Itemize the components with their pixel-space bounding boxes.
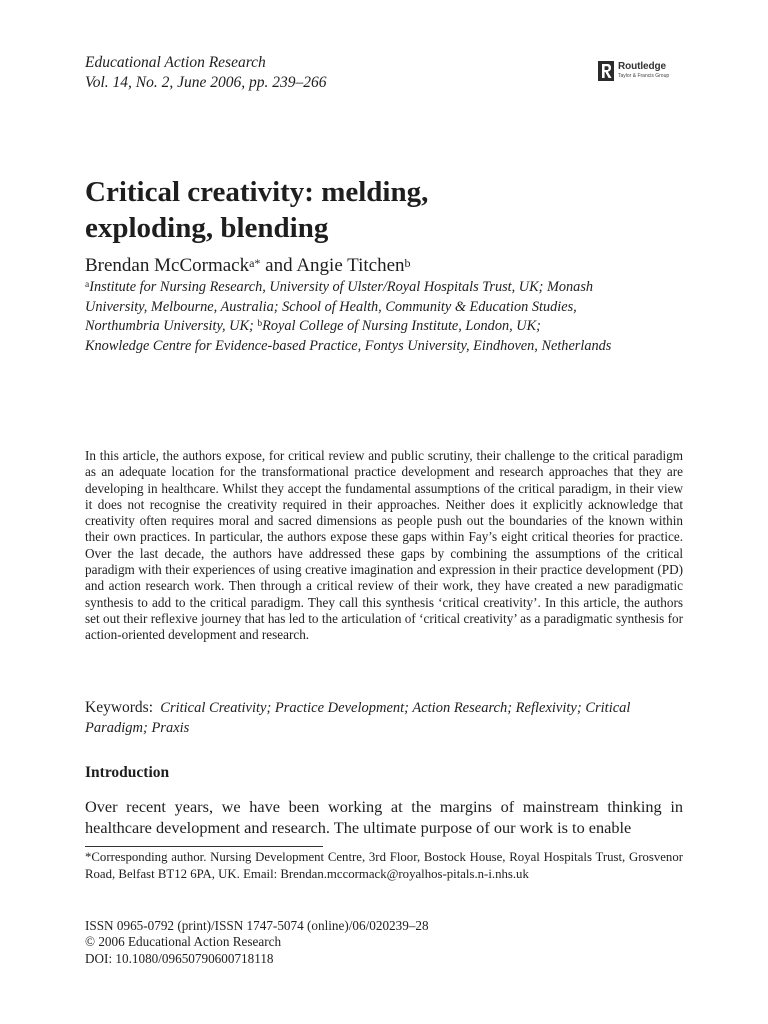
journal-name: Educational Action Research	[85, 54, 266, 71]
author-line	[85, 254, 411, 278]
affiliations	[85, 278, 685, 356]
affiliation-line-2: University, Melbourne, Australia; School of Health, Community & Education Studies,	[85, 298, 577, 315]
author-1-affil-marker: a*	[249, 256, 261, 270]
issn-line: ISSN 0965-0792 (print)/ISSN 1747-5074 (online)/06/020239–28	[85, 918, 429, 933]
author-join: and	[260, 255, 297, 276]
publisher-subline: Taylor & Francis Group	[618, 73, 670, 79]
affiliation-line-1: $^a$Institute for Nursing Research, University of Ulster/Royal Hospitals Trust, UK; Monash	[85, 279, 594, 295]
keywords-list: Critical Creativity; Practice Development; Action Research; Reflexivity; Critical Paradigm; Praxis	[85, 700, 631, 736]
publication-info	[85, 918, 429, 967]
publisher-logo	[597, 60, 697, 82]
affiliation-line-3: Northumbria University, UK; $^b$Royal College of Nursing Institute, London, UK;	[85, 318, 541, 334]
doi-line: DOI: 10.1080/09650790600718118	[85, 950, 274, 966]
corresponding-author-footnote: *Corresponding author. Nursing Development Centre, 3rd Floor, Bostock House, Royal Hospitals Trust, Grosvenor Road, Belfast BT12 6PA, UK. Email: Brendan.mccormack@royalhos-pitals.n-i.nhs.uk	[85, 850, 683, 881]
author-2-affil-marker: b	[404, 256, 411, 270]
keywords-label: Keywords:	[85, 699, 154, 716]
journal-volume: Vol. 14, No. 2, June 2006, pp. 239–266	[85, 74, 327, 91]
copyright-line: © 2006 Educational Action Research	[85, 934, 282, 950]
footnote-divider	[85, 846, 323, 847]
author-1: Brendan McCormack	[85, 255, 250, 276]
title-line-1: Critical creativity: melding,	[85, 176, 429, 208]
routledge-logo-icon	[597, 60, 615, 82]
affiliation-line-4: Knowledge Centre for Evidence-based Practice, Fontys University, Eindhoven, Netherlands	[85, 337, 612, 354]
title-line-2: exploding, blending	[85, 212, 329, 244]
introduction-text: Over recent years, we have been working at the margins of mainstream thinking in healthcare development and research. The ultimate purpose of our work is to enable	[85, 797, 683, 837]
author-2: Angie Titchen	[296, 255, 405, 276]
journal-header	[85, 53, 327, 93]
section-heading-introduction: Introduction	[85, 764, 170, 781]
article-title	[85, 174, 428, 246]
abstract-text: In this article, the authors expose, for critical review and public scrutiny, their challenge to the critical paradigm as an adequate location for the transformational practice development and research approaches that they are developing in healthcare. Whilst they accept the fundamental assumptions of the critical paradigm, in their view it does not recognise the creativity required in their approaches. Neither does it explicitly acknowledge that creativity often requires moral and sacred dimensions as people push out the boundaries of the known within their own practices. In particular, the authors expose these gaps within Fay’s eight critical theories for practice. Over the last decade, the authors have addressed these gaps by combining the assumptions of the critical paradigm with their experiences of using creative imagination and expression in their practice development (PD) and action research work. Then through a critical review of their work, they have created a new paradigmatic synthesis to add to the critical paradigm. They call this synthesis ‘critical creativity’. In this article, the authors set out their reflexive journey that has led to the articulation of ‘critical creativity’ as a paradigmatic synthesis for action-oriented development and research.	[85, 448, 683, 643]
publisher-name: Routledge	[618, 61, 666, 72]
keywords	[85, 698, 683, 738]
